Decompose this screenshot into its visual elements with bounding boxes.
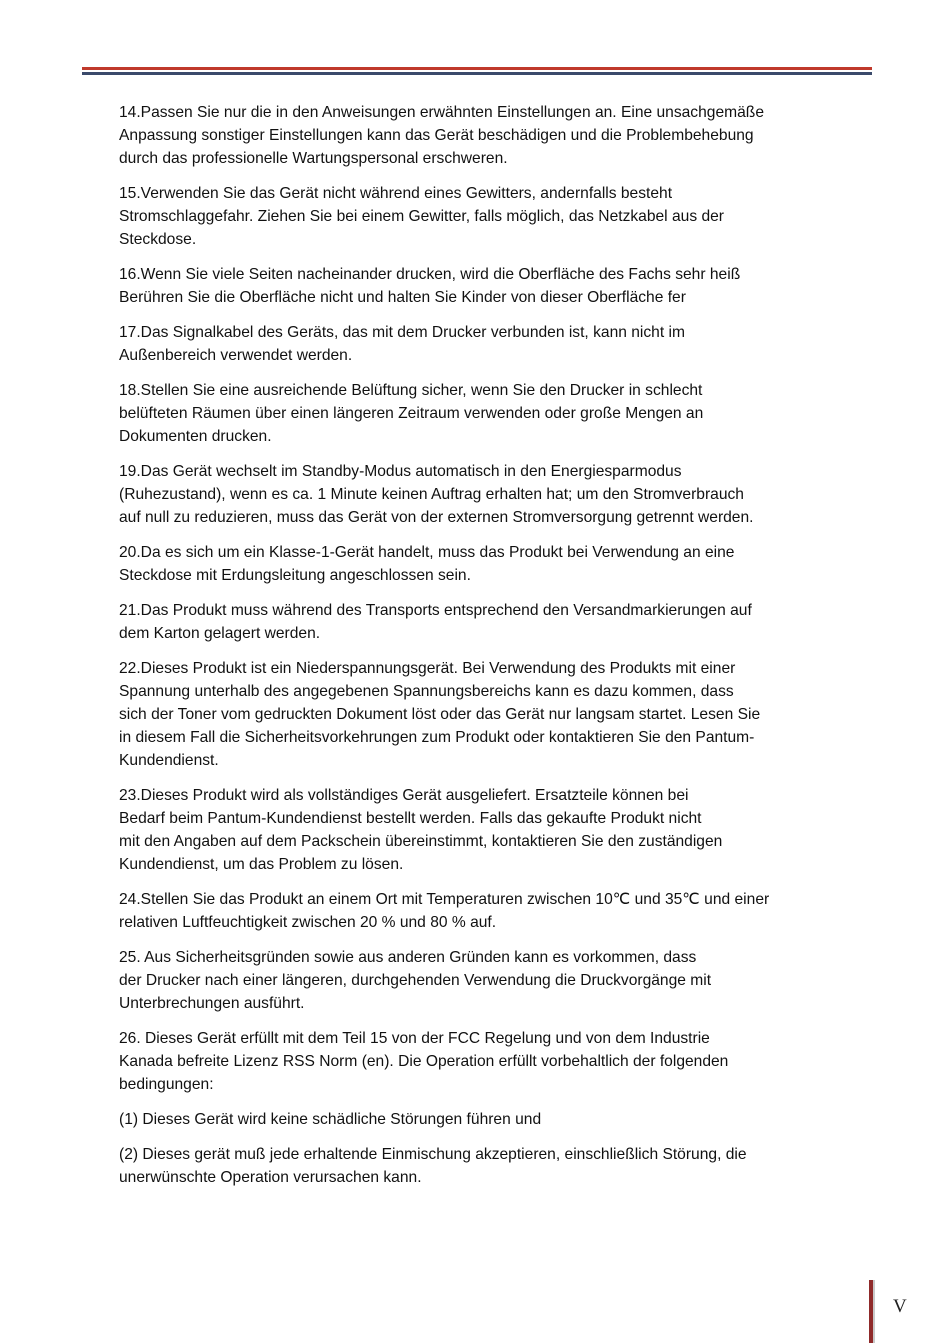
- paragraph-19: 19.Das Gerät wechselt im Standby-Modus automatisch in den Energiesparmodus (Ruhezustand), wenn es ca. 1 Minute keinen Auftrag erhalten hat; um den Stromverbrauch auf null zu reduzieren, muss das Gerät von der externen Stromversorgung getrennt werden.: [119, 463, 754, 526]
- paragraph-17: 17.Das Signalkabel des Geräts, das mit dem Drucker verbunden ist, kann nicht im Außenbereich verwendet werden.: [119, 324, 685, 364]
- paragraph-25: 25. Aus Sicherheitsgründen sowie aus anderen Gründen kann es vorkommen, dass der Drucker nach einer längeren, durchgehenden Verwendung die Druckvorgänge mit Unterbrechungen ausführt.: [119, 949, 712, 1012]
- footer-accent-shadow: [873, 1280, 875, 1343]
- paragraph-21: 21.Das Produkt muss während des Transports entsprechend den Versandmarkierungen auf dem Karton gelagert werden.: [119, 602, 752, 642]
- paragraph-23: 23.Dieses Produkt wird als vollständiges Gerät ausgeliefert. Ersatzteile können bei Bedarf beim Pantum-Kundendienst bestellt werden. Falls das gekaufte Produkt nicht mit den Angaben auf dem Packschein übereinstimmt, kontaktieren Sie den zuständigen Kundendienst, um das Problem zu lösen.: [119, 787, 723, 873]
- header-rule-blue: [82, 72, 872, 75]
- paragraph-26: 26. Dieses Gerät erfüllt mit dem Teil 15 von der FCC Regelung und von dem Industrie Kanada befreite Lizenz RSS Norm (en). Die Operation erfüllt vorbehaltlich der folgenden bedingungen:: [119, 1030, 729, 1093]
- paragraph-15: 15.Verwenden Sie das Gerät nicht während eines Gewitters, andernfalls besteht Stromschlaggefahr. Ziehen Sie bei einem Gewitter, falls möglich, das Netzkabel aus der Steckdose.: [119, 185, 724, 248]
- paragraph-26-item-1: (1) Dieses Gerät wird keine schädliche Störungen führen und: [119, 1111, 542, 1128]
- paragraph-26-item-2: (2) Dieses gerät muß jede erhaltende Einmischung akzeptieren, einschließlich Störung, die unerwünschte Operation verursachen kann.: [119, 1146, 747, 1186]
- paragraph-14: 14.Passen Sie nur die in den Anweisungen erwähnten Einstellungen an. Eine unsachgemäße Anpassung sonstiger Einstellungen kann das Gerät beschädigen und die Problembehebung durch das professionelle Wartungspersonal erschweren.: [119, 104, 764, 167]
- page-content: [119, 101, 859, 1201]
- paragraph-22: 22.Dieses Produkt ist ein Niederspannungsgerät. Bei Verwendung des Produkts mit einer Spannung unterhalb des angegebenen Spannungsbereichs kann es dazu kommen, dass sich der Toner vom gedruckten Dokument löst oder das Gerät nur langsam startet. Lesen Sie in diesem Fall die Sicherheitsvorkehrungen zum Produkt oder kontaktieren Sie den Pantum- Kundendienst.: [119, 660, 761, 769]
- paragraph-24: 24.Stellen Sie das Produkt an einem Ort mit Temperaturen zwischen 10℃ und 35℃ und einer relativen Luftfeuchtigkeit zwischen 20 % und 80 % auf.: [119, 891, 770, 931]
- paragraph-16: 16.Wenn Sie viele Seiten nacheinander drucken, wird die Oberfläche des Fachs sehr heiß Berühren Sie die Oberfläche nicht und halten Sie Kinder von dieser Oberfläche fer: [119, 266, 741, 306]
- paragraph-18: 18.Stellen Sie eine ausreichende Belüftung sicher, wenn Sie den Drucker in schlecht belüfteten Räumen über einen längeren Zeitraum verwenden oder große Mengen an Dokumenten drucken.: [119, 382, 704, 445]
- page-number: V: [893, 1296, 907, 1317]
- paragraph-20: 20.Da es sich um ein Klasse-1-Gerät handelt, muss das Produkt bei Verwendung an eine Steckdose mit Erdungsleitung angeschlossen sein.: [119, 544, 735, 584]
